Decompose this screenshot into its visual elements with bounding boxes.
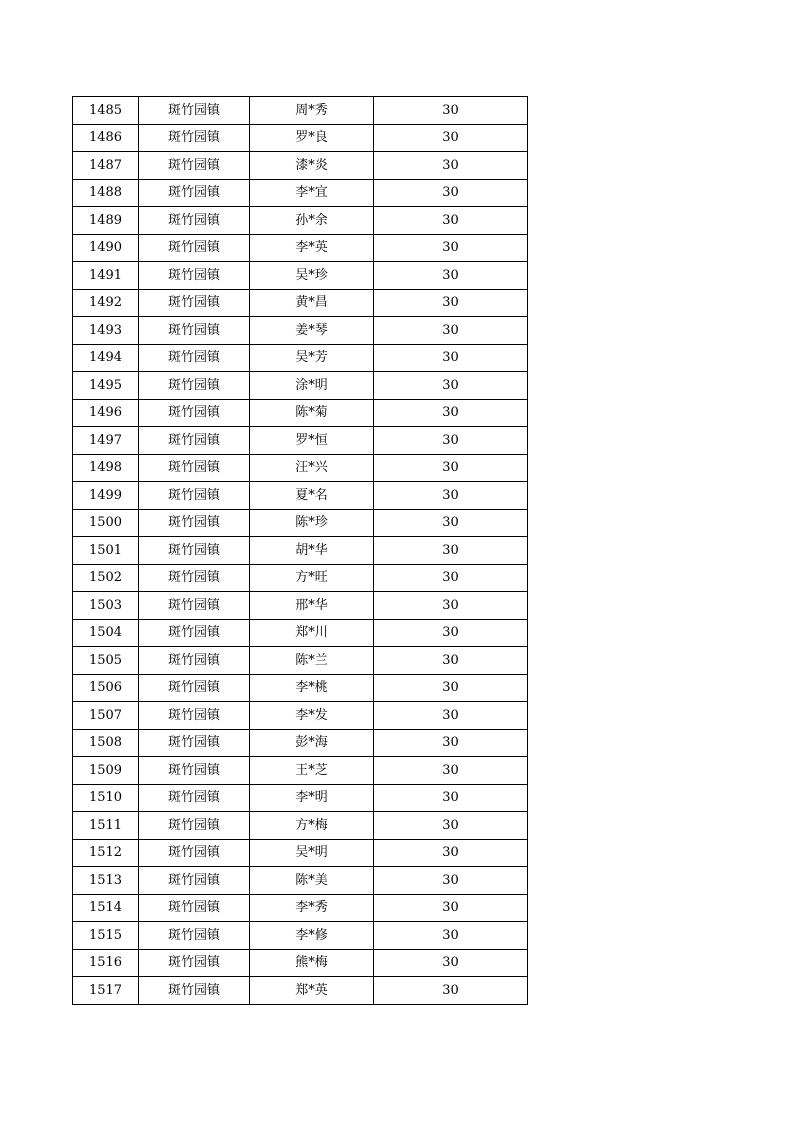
amount-cell: 30: [374, 619, 528, 647]
name-cell: 周*秀: [250, 97, 374, 125]
name-cell: 李*修: [250, 922, 374, 950]
town-cell: 斑竹园镇: [139, 592, 250, 620]
amount-cell: 30: [374, 179, 528, 207]
name-cell: 吴*芳: [250, 344, 374, 372]
name-cell: 方*旺: [250, 564, 374, 592]
town-cell: 斑竹园镇: [139, 702, 250, 730]
table-row: [73, 427, 528, 455]
town-cell: 斑竹园镇: [139, 564, 250, 592]
amount-cell: 30: [374, 592, 528, 620]
row-id-cell: 1492: [73, 289, 139, 317]
amount-cell: 30: [374, 784, 528, 812]
table-row: [73, 867, 528, 895]
amount-cell: 30: [374, 152, 528, 180]
amount-cell: 30: [374, 454, 528, 482]
amount-cell: 30: [374, 97, 528, 125]
town-cell: 斑竹园镇: [139, 509, 250, 537]
town-cell: 斑竹园镇: [139, 757, 250, 785]
amount-cell: 30: [374, 509, 528, 537]
amount-cell: 30: [374, 867, 528, 895]
table-row: [73, 812, 528, 840]
table-row: [73, 317, 528, 345]
town-cell: 斑竹园镇: [139, 317, 250, 345]
row-id-cell: 1516: [73, 949, 139, 977]
row-id-cell: 1514: [73, 894, 139, 922]
town-cell: 斑竹园镇: [139, 454, 250, 482]
name-cell: 李*秀: [250, 894, 374, 922]
name-cell: 李*桃: [250, 674, 374, 702]
table-row: [73, 729, 528, 757]
table-row: [73, 234, 528, 262]
row-id-cell: 1488: [73, 179, 139, 207]
row-id-cell: 1507: [73, 702, 139, 730]
row-id-cell: 1497: [73, 427, 139, 455]
amount-cell: 30: [374, 289, 528, 317]
table-row: [73, 592, 528, 620]
amount-cell: 30: [374, 427, 528, 455]
row-id-cell: 1496: [73, 399, 139, 427]
town-cell: 斑竹园镇: [139, 207, 250, 235]
name-cell: 吴*明: [250, 839, 374, 867]
table-row: [73, 289, 528, 317]
name-cell: 王*芝: [250, 757, 374, 785]
amount-cell: 30: [374, 564, 528, 592]
amount-cell: 30: [374, 537, 528, 565]
table-row: [73, 894, 528, 922]
town-cell: 斑竹园镇: [139, 647, 250, 675]
table-row: [73, 97, 528, 125]
table-row: [73, 152, 528, 180]
town-cell: 斑竹园镇: [139, 179, 250, 207]
table-row: [73, 482, 528, 510]
amount-cell: 30: [374, 757, 528, 785]
amount-cell: 30: [374, 372, 528, 400]
amount-cell: 30: [374, 482, 528, 510]
amount-cell: 30: [374, 702, 528, 730]
amount-cell: 30: [374, 124, 528, 152]
row-id-cell: 1510: [73, 784, 139, 812]
table-row: [73, 454, 528, 482]
name-cell: 罗*良: [250, 124, 374, 152]
amount-cell: 30: [374, 894, 528, 922]
row-id-cell: 1515: [73, 922, 139, 950]
row-id-cell: 1489: [73, 207, 139, 235]
amount-cell: 30: [374, 977, 528, 1005]
amount-cell: 30: [374, 674, 528, 702]
row-id-cell: 1501: [73, 537, 139, 565]
name-cell: 郑*英: [250, 977, 374, 1005]
town-cell: 斑竹园镇: [139, 867, 250, 895]
table-row: [73, 619, 528, 647]
name-cell: 漆*炎: [250, 152, 374, 180]
row-id-cell: 1502: [73, 564, 139, 592]
table-row: [73, 124, 528, 152]
row-id-cell: 1485: [73, 97, 139, 125]
name-cell: 罗*恒: [250, 427, 374, 455]
row-id-cell: 1495: [73, 372, 139, 400]
row-id-cell: 1506: [73, 674, 139, 702]
row-id-cell: 1511: [73, 812, 139, 840]
name-cell: 彭*海: [250, 729, 374, 757]
town-cell: 斑竹园镇: [139, 784, 250, 812]
row-id-cell: 1509: [73, 757, 139, 785]
town-cell: 斑竹园镇: [139, 949, 250, 977]
name-cell: 孙*余: [250, 207, 374, 235]
town-cell: 斑竹园镇: [139, 674, 250, 702]
town-cell: 斑竹园镇: [139, 399, 250, 427]
table-row: [73, 977, 528, 1005]
town-cell: 斑竹园镇: [139, 152, 250, 180]
row-id-cell: 1493: [73, 317, 139, 345]
name-cell: 李*宜: [250, 179, 374, 207]
row-id-cell: 1486: [73, 124, 139, 152]
row-id-cell: 1517: [73, 977, 139, 1005]
table-row: [73, 509, 528, 537]
town-cell: 斑竹园镇: [139, 619, 250, 647]
amount-cell: 30: [374, 207, 528, 235]
table-row: [73, 344, 528, 372]
name-cell: 涂*明: [250, 372, 374, 400]
table-row: [73, 179, 528, 207]
table-row: [73, 647, 528, 675]
roster-table-body: [73, 97, 528, 1005]
amount-cell: 30: [374, 262, 528, 290]
row-id-cell: 1494: [73, 344, 139, 372]
amount-cell: 30: [374, 949, 528, 977]
table-row: [73, 564, 528, 592]
amount-cell: 30: [374, 234, 528, 262]
row-id-cell: 1491: [73, 262, 139, 290]
table-row: [73, 949, 528, 977]
amount-cell: 30: [374, 729, 528, 757]
amount-cell: 30: [374, 344, 528, 372]
name-cell: 熊*梅: [250, 949, 374, 977]
name-cell: 方*梅: [250, 812, 374, 840]
name-cell: 胡*华: [250, 537, 374, 565]
name-cell: 姜*琴: [250, 317, 374, 345]
row-id-cell: 1490: [73, 234, 139, 262]
row-id-cell: 1498: [73, 454, 139, 482]
name-cell: 黄*昌: [250, 289, 374, 317]
name-cell: 郑*川: [250, 619, 374, 647]
town-cell: 斑竹园镇: [139, 97, 250, 125]
table-row: [73, 399, 528, 427]
row-id-cell: 1512: [73, 839, 139, 867]
name-cell: 李*发: [250, 702, 374, 730]
name-cell: 陈*菊: [250, 399, 374, 427]
row-id-cell: 1487: [73, 152, 139, 180]
roster-table: [72, 96, 528, 1005]
amount-cell: 30: [374, 647, 528, 675]
name-cell: 李*明: [250, 784, 374, 812]
amount-cell: 30: [374, 922, 528, 950]
name-cell: 李*英: [250, 234, 374, 262]
town-cell: 斑竹园镇: [139, 289, 250, 317]
table-row: [73, 262, 528, 290]
town-cell: 斑竹园镇: [139, 812, 250, 840]
row-id-cell: 1508: [73, 729, 139, 757]
town-cell: 斑竹园镇: [139, 977, 250, 1005]
name-cell: 夏*名: [250, 482, 374, 510]
amount-cell: 30: [374, 839, 528, 867]
town-cell: 斑竹园镇: [139, 729, 250, 757]
town-cell: 斑竹园镇: [139, 372, 250, 400]
name-cell: 邢*华: [250, 592, 374, 620]
town-cell: 斑竹园镇: [139, 839, 250, 867]
table-row: [73, 674, 528, 702]
town-cell: 斑竹园镇: [139, 537, 250, 565]
row-id-cell: 1499: [73, 482, 139, 510]
table-row: [73, 702, 528, 730]
name-cell: 陈*兰: [250, 647, 374, 675]
table-row: [73, 757, 528, 785]
town-cell: 斑竹园镇: [139, 344, 250, 372]
amount-cell: 30: [374, 812, 528, 840]
row-id-cell: 1513: [73, 867, 139, 895]
amount-cell: 30: [374, 399, 528, 427]
table-row: [73, 784, 528, 812]
town-cell: 斑竹园镇: [139, 234, 250, 262]
table-row: [73, 537, 528, 565]
town-cell: 斑竹园镇: [139, 262, 250, 290]
town-cell: 斑竹园镇: [139, 482, 250, 510]
town-cell: 斑竹园镇: [139, 894, 250, 922]
row-id-cell: 1505: [73, 647, 139, 675]
town-cell: 斑竹园镇: [139, 427, 250, 455]
table-row: [73, 922, 528, 950]
amount-cell: 30: [374, 317, 528, 345]
name-cell: 陈*珍: [250, 509, 374, 537]
table-row: [73, 372, 528, 400]
table-row: [73, 839, 528, 867]
town-cell: 斑竹园镇: [139, 922, 250, 950]
row-id-cell: 1503: [73, 592, 139, 620]
name-cell: 汪*兴: [250, 454, 374, 482]
table-row: [73, 207, 528, 235]
name-cell: 吴*珍: [250, 262, 374, 290]
town-cell: 斑竹园镇: [139, 124, 250, 152]
name-cell: 陈*美: [250, 867, 374, 895]
row-id-cell: 1500: [73, 509, 139, 537]
row-id-cell: 1504: [73, 619, 139, 647]
